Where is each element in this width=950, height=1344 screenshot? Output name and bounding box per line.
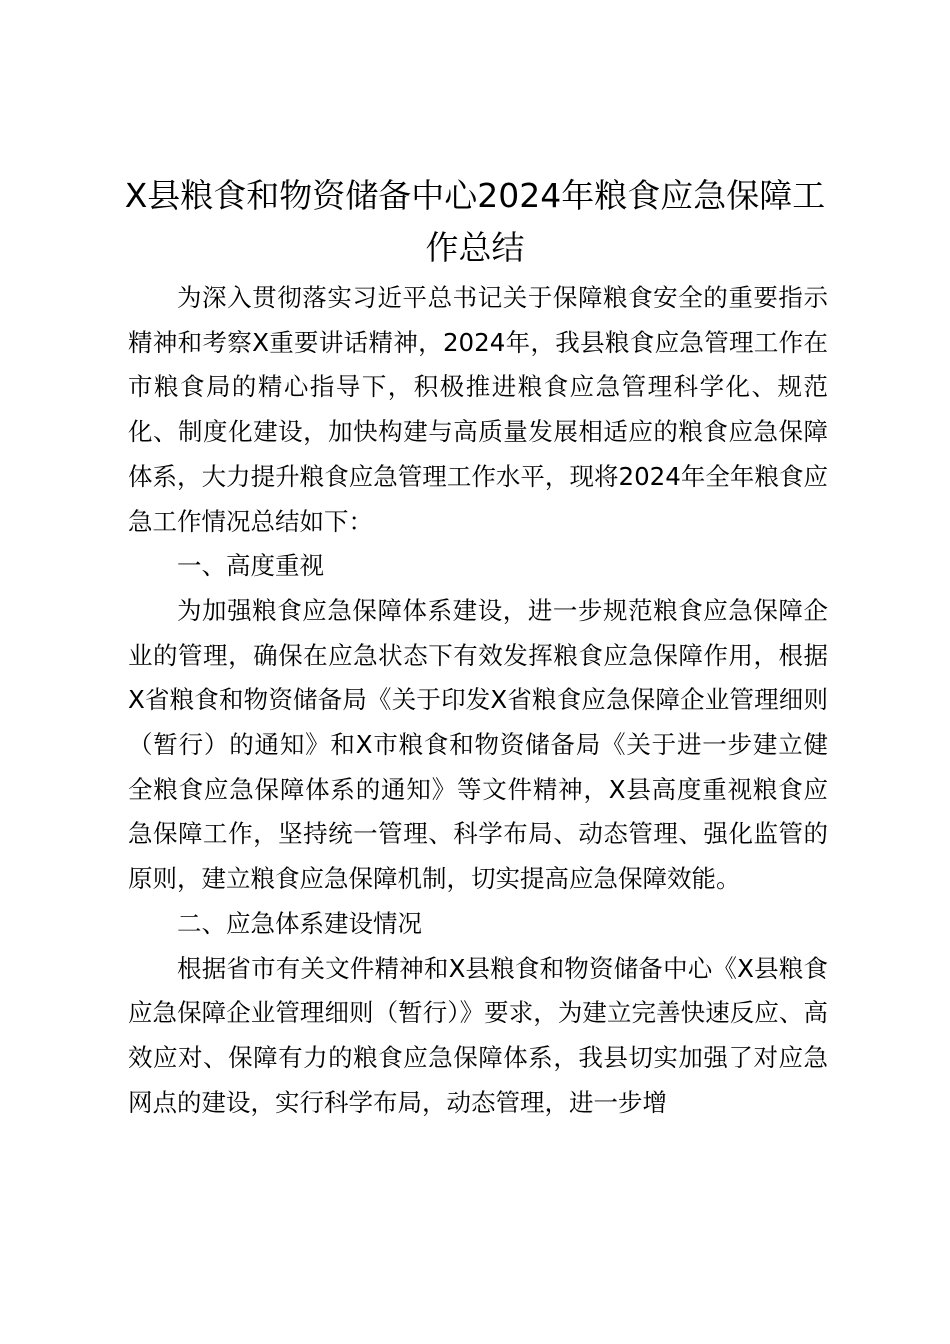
- document-title: X县粮食和物资储备中心2024年粮食应急保障工作总结: [124, 176, 826, 267]
- section-heading-1: 一、高度重视: [177, 551, 324, 581]
- paragraph-intro: 为深入贯彻落实习近平总书记关于保障粮食安全的重要指示精神和考察X重要讲话精神，2024年，我县粮食应急管理工作在市粮食局的精心指导下，积极推进粮食应急管理科学化、规范化、制度化建设，加快构建与高质量发展相适应的粮食应急保障体系，大力提升粮食应急管理工作水平，现将2024年全年粮食应急工作情况总结如下：: [128, 283, 828, 536]
- section-heading-2: 二、应急体系建设情况: [177, 908, 422, 938]
- paragraph-section-2: 根据省市有关文件精神和X县粮食和物资储备中心《X县粮食应急保障企业管理细则（暂行）》要求，为建立完善快速反应、高效应对、保障有力的粮食应急保障体系，我县切实加强了对应急网点的建设，实行科学布局，动态管理，进一步增: [128, 953, 828, 1117]
- paragraph-section-1: 为加强粮食应急保障体系建设，进一步规范粮食应急保障企业的管理，确保在应急状态下有效发挥粮食应急保障作用，根据X省粮食和物资储备局《关于印发X省粮食应急保障企业管理细则（暂行）的通知》和X市粮食和物资储备局《关于进一步建立健全粮食应急保障体系的通知》等文件精神，X县高度重视粮食应急保障工作，坚持统一管理、科学布局、动态管理、强化监管的原则，建立粮食应急保障机制，切实提高应急保障效能。: [128, 595, 828, 894]
- document-body: [128, 276, 828, 1125]
